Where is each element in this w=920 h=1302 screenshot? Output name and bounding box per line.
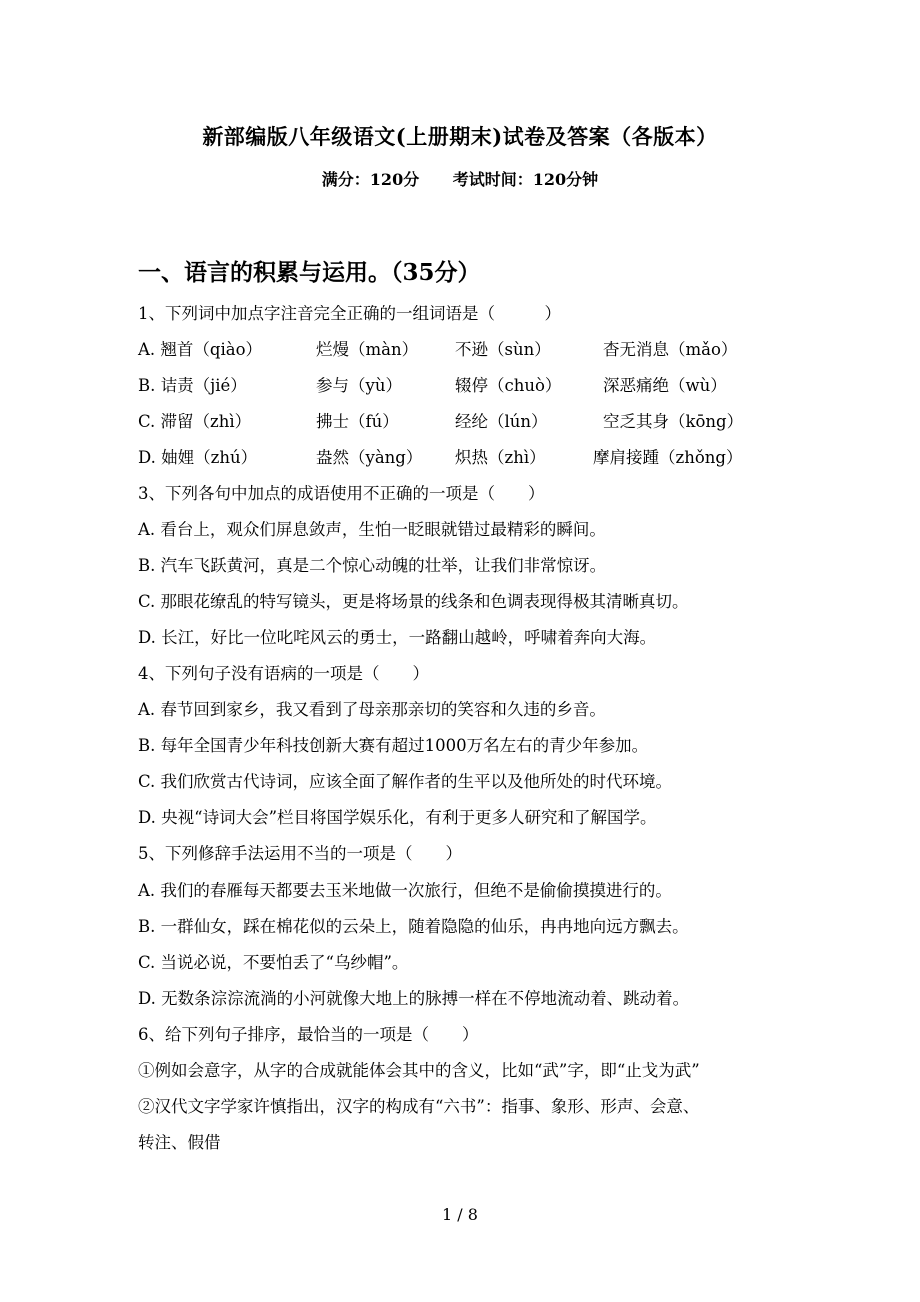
exam-info (0, 167, 920, 190)
q1-d-4: 摩肩接踵（zhǒng） (593, 448, 743, 467)
q3-option-d: D. 长江，好比一位叱咤风云的勇士，一路翻山越岭，呼啸着奔向大海。 (138, 628, 657, 647)
q4-option-c: C. 我们欣赏古代诗词，应该全面了解作者的生平以及他所处的时代环境。 (138, 772, 673, 791)
exam-time: 考试时间：120分钟 (452, 170, 599, 189)
q3-option-c: C. 那眼花缭乱的特写镜头，更是将场景的线条和色调表现得极其清晰真切。 (138, 592, 689, 611)
q1-b-4: 深恶痛绝（wù） (603, 376, 727, 395)
q3-option-b: B. 汽车飞跃黄河，真是二个惊心动魄的壮举，让我们非常惊讶。 (138, 556, 607, 575)
q1-a-4: 杳无消息（mǎo） (603, 340, 738, 359)
q4-option-a: A. 春节回到家乡，我又看到了母亲那亲切的笑容和久违的乡音。 (138, 700, 606, 719)
q1-a-2: 烂熳（màn） (316, 340, 419, 359)
q1-b-1: B. 诘责（jié） (138, 376, 247, 395)
q5-option-c: C. 当说必说，不要怕丢了“乌纱帽”。 (138, 953, 409, 972)
page-number: 1 / 8 (442, 1205, 478, 1224)
q6-sentence-2: ②汉代文字学家许慎指出，汉字的构成有“六书”：指事、象形、形声、会意、 (138, 1097, 700, 1116)
q1-a-1: A. 翘首（qiào） (138, 340, 263, 359)
q1-a-3: 不逊（sùn） (455, 340, 551, 359)
document-title: 新部编版八年级语文(上册期末)试卷及答案（各版本） (202, 124, 718, 149)
q1-d-1: D. 妯娌（zhú） (138, 448, 258, 467)
q1-c-1: C. 滞留（zhì） (138, 412, 252, 431)
q6-sentence-2-cont: 转注、假借 (138, 1133, 221, 1152)
q6-sentence-1: ①例如会意字，从字的合成就能体会其中的含义，比如“武”字，即“止戈为武” (138, 1061, 700, 1080)
q1-d-2: 盎然（yàng） (316, 448, 423, 467)
question-3-stem: 3、下列各句中加点的成语使用不正确的一项是（ ） (138, 484, 545, 503)
section-heading: 一、语言的积累与运用。（35分） (138, 259, 481, 286)
question-6-stem: 6、给下列句子排序，最恰当的一项是（ ） (138, 1025, 479, 1044)
q5-option-b: B. 一群仙女，踩在棉花似的云朵上，随着隐隐的仙乐，冉冉地向远方飘去。 (138, 917, 689, 936)
question-5-stem: 5、下列修辞手法运用不当的一项是（ ） (138, 844, 462, 863)
question-1-stem: 1、下列词中加点字注音完全正确的一组词语是（ ） (138, 304, 561, 323)
q1-c-3: 经纶（lún） (455, 412, 548, 431)
q1-d-3: 炽热（zhì） (455, 448, 546, 467)
q5-option-a: A. 我们的春雁每天都要去玉米地做一次旅行，但绝不是偷偷摸摸进行的。 (138, 881, 672, 900)
q4-option-b: B. 每年全国青少年科技创新大赛有超过1000万名左右的青少年参加。 (138, 736, 649, 755)
q1-b-3: 辍停（chuò） (455, 376, 562, 395)
q1-b-2: 参与（yù） (316, 376, 402, 395)
q1-c-2: 拂士（fú） (316, 412, 399, 431)
q3-option-a: A. 看台上，观众们屏息敛声，生怕一眨眼就错过最精彩的瞬间。 (138, 520, 606, 539)
q1-c-4: 空乏其身（kōng） (603, 412, 744, 431)
q5-option-d: D. 无数条淙淙流淌的小河就像大地上的脉搏一样在不停地流动着、跳动着。 (138, 989, 690, 1008)
question-4-stem: 4、下列句子没有语病的一项是（ ） (138, 664, 429, 683)
full-score: 满分：120分 (321, 170, 420, 189)
q4-option-d: D. 央视“诗词大会”栏目将国学娱乐化，有利于更多人研究和了解国学。 (138, 808, 657, 827)
